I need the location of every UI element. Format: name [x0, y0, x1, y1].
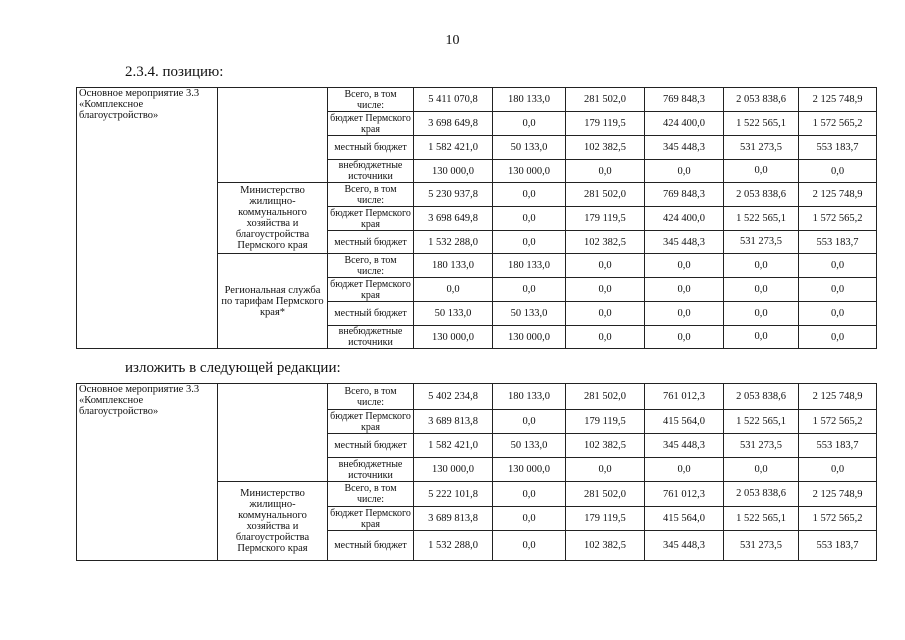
amount-cell: 1 522 565,1	[724, 207, 799, 231]
program-name-cell: Основное мероприятие 3.3 «Комплексное благоустройство»	[77, 384, 218, 561]
amount-cell: 281 502,0	[566, 183, 645, 207]
section-heading-position: 2.3.4. позицию:	[125, 64, 224, 80]
amount-cell: 180 133,0	[493, 254, 566, 278]
amount-cell: 281 502,0	[566, 88, 645, 112]
amount-cell: 2 125 748,9	[799, 384, 877, 410]
amount-cell: 0,0	[645, 326, 724, 349]
amount-cell: 0,0	[493, 507, 566, 531]
program-name-cell: Основное мероприятие 3.3 «Комплексное благоустройство»	[77, 88, 218, 349]
amount-cell: 179 119,5	[566, 207, 645, 231]
amount-cell: 0,0	[799, 160, 877, 183]
amount-cell: 1 522 565,1	[724, 410, 799, 434]
amount-cell: 0,0	[645, 302, 724, 326]
amount-cell: 0,0	[493, 112, 566, 136]
amount-cell: 0,0	[724, 302, 799, 326]
executor-cell	[218, 88, 328, 183]
funding-source-cell: местный бюджет	[328, 136, 414, 160]
funding-source-cell: местный бюджет	[328, 531, 414, 561]
amount-cell: 0,0	[645, 254, 724, 278]
amount-cell: 50 133,0	[493, 302, 566, 326]
amount-cell: 130 000,0	[493, 326, 566, 349]
amount-cell: 1 572 565,2	[799, 112, 877, 136]
amount-cell: 424 400,0	[645, 112, 724, 136]
amount-cell: 0,0	[645, 278, 724, 302]
amount-cell: 0,0	[493, 183, 566, 207]
amount-cell: 0,0	[724, 278, 799, 302]
amount-cell: 0,0	[799, 326, 877, 349]
amount-cell: 531 273,5	[724, 531, 799, 561]
executor-cell	[218, 384, 328, 482]
amount-cell: 553 183,7	[799, 531, 877, 561]
amount-cell: 1 572 565,2	[799, 507, 877, 531]
funding-source-cell: местный бюджет	[328, 434, 414, 458]
amount-cell: 130 000,0	[493, 458, 566, 482]
amount-cell: 0,0	[645, 160, 724, 183]
amount-cell: 553 183,7	[799, 434, 877, 458]
amount-cell: 345 448,3	[645, 531, 724, 561]
amount-cell: 0,0	[566, 326, 645, 349]
amount-cell: 3 689 813,8	[414, 507, 493, 531]
funding-source-cell: бюджет Пермского края	[328, 278, 414, 302]
amount-cell: 50 133,0	[414, 302, 493, 326]
amount-cell: 0,0	[724, 160, 799, 183]
funding-source-cell: бюджет Пермского края	[328, 112, 414, 136]
amount-cell: 180 133,0	[493, 88, 566, 112]
amount-cell: 1 582 421,0	[414, 136, 493, 160]
amount-cell: 415 564,0	[645, 410, 724, 434]
amount-cell: 1 572 565,2	[799, 207, 877, 231]
amount-cell: 102 382,5	[566, 531, 645, 561]
amount-cell: 0,0	[645, 458, 724, 482]
amount-cell: 1 532 288,0	[414, 531, 493, 561]
amount-cell: 5 402 234,8	[414, 384, 493, 410]
funding-source-cell: Всего, в том числе:	[328, 384, 414, 410]
section-heading-new: изложить в следующей редакции:	[125, 360, 341, 376]
funding-source-cell: внебюджетные источники	[328, 326, 414, 349]
amount-cell: 5 230 937,8	[414, 183, 493, 207]
amount-cell: 2 125 748,9	[799, 88, 877, 112]
amount-cell: 130 000,0	[493, 160, 566, 183]
amount-cell: 130 000,0	[414, 160, 493, 183]
amount-cell: 0,0	[493, 531, 566, 561]
old-funding-table	[76, 87, 877, 349]
amount-cell: 0,0	[493, 410, 566, 434]
amount-cell: 0,0	[566, 160, 645, 183]
amount-cell: 0,0	[799, 458, 877, 482]
amount-cell: 761 012,3	[645, 384, 724, 410]
amount-cell: 5 222 101,8	[414, 482, 493, 507]
amount-cell: 761 012,3	[645, 482, 724, 507]
amount-cell: 3 689 813,8	[414, 410, 493, 434]
amount-cell: 102 382,5	[566, 434, 645, 458]
amount-cell: 0,0	[799, 302, 877, 326]
funding-source-cell: Всего, в том числе:	[328, 482, 414, 507]
funding-source-cell: местный бюджет	[328, 302, 414, 326]
amount-cell: 3 698 649,8	[414, 112, 493, 136]
amount-cell: 130 000,0	[414, 326, 493, 349]
amount-cell: 531 273,5	[724, 434, 799, 458]
new-funding-table	[76, 383, 877, 561]
funding-source-cell: Всего, в том числе:	[328, 183, 414, 207]
amount-cell: 50 133,0	[493, 136, 566, 160]
table-row	[77, 384, 877, 410]
amount-cell: 0,0	[724, 254, 799, 278]
amount-cell: 281 502,0	[566, 482, 645, 507]
amount-cell: 180 133,0	[493, 384, 566, 410]
amount-cell: 0,0	[566, 458, 645, 482]
amount-cell: 3 698 649,8	[414, 207, 493, 231]
amount-cell: 1 522 565,1	[724, 112, 799, 136]
amount-cell: 2 125 748,9	[799, 183, 877, 207]
funding-source-cell: внебюджетные источники	[328, 160, 414, 183]
amount-cell: 2 053 838,6	[724, 183, 799, 207]
amount-cell: 2 125 748,9	[799, 482, 877, 507]
executor-cell: Министерство жилищно-коммунального хозяйства и благоустройства Пермского края	[218, 482, 328, 561]
amount-cell: 0,0	[493, 278, 566, 302]
amount-cell: 553 183,7	[799, 231, 877, 254]
amount-cell: 769 848,3	[645, 88, 724, 112]
amount-cell: 2 053 838,6	[724, 88, 799, 112]
amount-cell: 179 119,5	[566, 507, 645, 531]
amount-cell: 2 053 838,6	[724, 482, 799, 507]
amount-cell: 179 119,5	[566, 112, 645, 136]
amount-cell: 281 502,0	[566, 384, 645, 410]
amount-cell: 50 133,0	[493, 434, 566, 458]
amount-cell: 531 273,5	[724, 231, 799, 254]
table-row	[77, 88, 877, 112]
amount-cell: 1 572 565,2	[799, 410, 877, 434]
amount-cell: 130 000,0	[414, 458, 493, 482]
executor-cell: Министерство жилищно-коммунального хозяйства и благоустройства Пермского края	[218, 183, 328, 254]
amount-cell: 424 400,0	[645, 207, 724, 231]
funding-source-cell: бюджет Пермского края	[328, 410, 414, 434]
amount-cell: 0,0	[724, 326, 799, 349]
amount-cell: 345 448,3	[645, 434, 724, 458]
funding-source-cell: Всего, в том числе:	[328, 254, 414, 278]
amount-cell: 0,0	[493, 207, 566, 231]
amount-cell: 345 448,3	[645, 231, 724, 254]
amount-cell: 180 133,0	[414, 254, 493, 278]
funding-source-cell: местный бюджет	[328, 231, 414, 254]
amount-cell: 0,0	[799, 278, 877, 302]
page-number: 10	[445, 33, 460, 48]
funding-source-cell: Всего, в том числе:	[328, 88, 414, 112]
amount-cell: 0,0	[799, 254, 877, 278]
amount-cell: 2 053 838,6	[724, 384, 799, 410]
amount-cell: 1 582 421,0	[414, 434, 493, 458]
amount-cell: 0,0	[414, 278, 493, 302]
amount-cell: 0,0	[493, 231, 566, 254]
amount-cell: 1 532 288,0	[414, 231, 493, 254]
amount-cell: 0,0	[724, 458, 799, 482]
amount-cell: 769 848,3	[645, 183, 724, 207]
amount-cell: 102 382,5	[566, 136, 645, 160]
amount-cell: 531 273,5	[724, 136, 799, 160]
funding-source-cell: бюджет Пермского края	[328, 507, 414, 531]
funding-source-cell: внебюджетные источники	[328, 458, 414, 482]
amount-cell: 5 411 070,8	[414, 88, 493, 112]
amount-cell: 179 119,5	[566, 410, 645, 434]
amount-cell: 0,0	[566, 302, 645, 326]
amount-cell: 553 183,7	[799, 136, 877, 160]
amount-cell: 345 448,3	[645, 136, 724, 160]
executor-cell: Региональная служба по тарифам Пермского края*	[218, 254, 328, 349]
amount-cell: 0,0	[566, 254, 645, 278]
amount-cell: 102 382,5	[566, 231, 645, 254]
funding-source-cell: бюджет Пермского края	[328, 207, 414, 231]
amount-cell: 1 522 565,1	[724, 507, 799, 531]
amount-cell: 415 564,0	[645, 507, 724, 531]
amount-cell: 0,0	[493, 482, 566, 507]
amount-cell: 0,0	[566, 278, 645, 302]
